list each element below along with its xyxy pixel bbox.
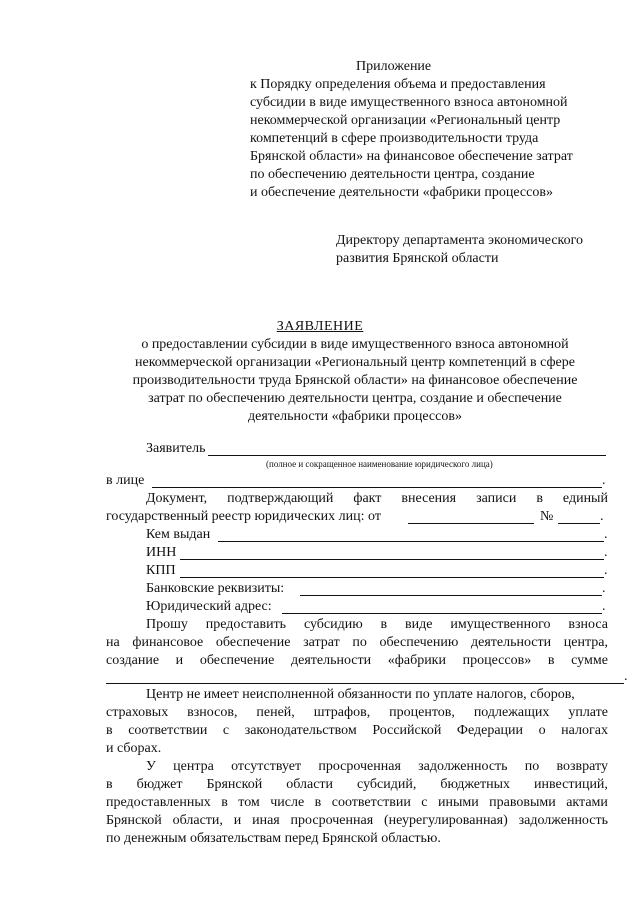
- word: бюджетных: [440, 777, 511, 792]
- word: Прошу: [146, 617, 188, 632]
- applicant-label: Заявитель: [146, 441, 206, 456]
- word: факт: [353, 491, 382, 506]
- address-label: Юридический адрес:: [146, 599, 272, 614]
- kpp-field[interactable]: [180, 577, 604, 578]
- issued-by-label: Кем выдан: [146, 527, 211, 542]
- word: виде: [405, 617, 433, 632]
- word: сумме: [571, 653, 608, 668]
- debt-line-2: [106, 776, 608, 794]
- word: внесения: [401, 491, 457, 506]
- word: взноса: [568, 617, 608, 632]
- subtitle-line: о предоставлении субсидии в виде имущественного взноса автономной: [141, 337, 569, 352]
- amount-field[interactable]: [106, 683, 624, 684]
- word: деятельности: [470, 635, 552, 650]
- word: законодательством: [244, 723, 357, 738]
- word: центра: [173, 759, 214, 774]
- request-line-3: [106, 652, 608, 670]
- bank-period: .: [602, 581, 606, 596]
- word: подлежащих: [473, 705, 550, 720]
- inn-field[interactable]: [180, 559, 604, 560]
- taxes-line-2: [106, 704, 608, 722]
- word: с: [421, 795, 428, 810]
- word: в: [536, 491, 543, 506]
- word: Брянской: [106, 813, 162, 828]
- request-line-1: [146, 616, 608, 634]
- taxes-line-3: [106, 722, 608, 740]
- word: взносов,: [187, 705, 238, 720]
- word: записи: [476, 491, 517, 506]
- word: отсутствует: [231, 759, 302, 774]
- number-sign: №: [540, 509, 554, 524]
- word: просроченная: [318, 759, 401, 774]
- taxes-line-1: Центр не имеет неисполненной обязанности по уплате налогов, сборов,: [146, 687, 575, 702]
- word: имущественного: [450, 617, 551, 632]
- word: субсидию: [303, 617, 363, 632]
- appendix-line: некоммерческой организации «Региональный центр: [250, 113, 561, 128]
- subtitle-line: производительности труда Брянской области» на финансовое обеспечение: [132, 373, 578, 388]
- word: У: [146, 759, 156, 774]
- applicant-field[interactable]: [208, 455, 606, 456]
- word: том: [238, 795, 260, 810]
- word: Документ,: [146, 491, 208, 506]
- word: «фабрики: [387, 653, 446, 668]
- word: иная: [252, 813, 280, 828]
- word: (неурегулированная): [383, 813, 508, 828]
- word: штрафов,: [313, 705, 371, 720]
- word: предоставить: [205, 617, 287, 632]
- word: о: [538, 723, 546, 738]
- word: в: [380, 617, 388, 632]
- word: области,: [172, 813, 223, 828]
- word: Федерации: [456, 723, 524, 738]
- word: единый: [562, 491, 608, 506]
- word: числе: [270, 795, 305, 810]
- word: бюджет: [136, 777, 183, 792]
- word: и: [233, 813, 242, 828]
- registry-date-field[interactable]: [408, 523, 534, 524]
- word: процессов»: [462, 653, 532, 668]
- word: соответствии: [331, 795, 411, 810]
- word: инвестиций,: [534, 777, 608, 792]
- doc-line-2-prefix: государственный реестр юридических лиц: от: [106, 509, 381, 524]
- word: по: [352, 635, 367, 650]
- appendix-line: по обеспечению деятельности центра, создание: [250, 167, 535, 182]
- word: центра,: [563, 635, 608, 650]
- appendix-line: к Порядку определения объема и предоставления: [250, 77, 546, 92]
- appendix-line: и обеспечение деятельности «фабрики процессов»: [250, 185, 553, 200]
- word: Российской: [372, 723, 442, 738]
- doc-line-1: [146, 490, 608, 508]
- registry-number-field[interactable]: [558, 523, 600, 524]
- person-field[interactable]: [152, 487, 602, 488]
- word: пеней,: [256, 705, 295, 720]
- document-heading: ЗАЯВЛЕНИЕ: [276, 319, 364, 334]
- request-line-2: [106, 634, 608, 652]
- word: подтверждающий: [227, 491, 334, 506]
- kpp-label: КПП: [146, 563, 176, 578]
- bank-field[interactable]: [300, 595, 602, 596]
- applicant-caption: (полное и сокращенное наименование юридического лица): [266, 459, 493, 469]
- inn-label: ИНН: [146, 545, 177, 560]
- word: на: [106, 635, 120, 650]
- word: создание: [106, 653, 160, 668]
- word: просроченная: [290, 813, 374, 828]
- word: налогах: [561, 723, 608, 738]
- word: деятельности: [290, 653, 372, 668]
- person-period: .: [602, 473, 606, 488]
- word: в: [106, 723, 113, 738]
- word: актами: [566, 795, 608, 810]
- word: иными: [437, 795, 479, 810]
- word: в: [106, 777, 113, 792]
- person-label: в лице: [106, 473, 145, 488]
- address-field[interactable]: [282, 613, 602, 614]
- recipient-line: Директору департамента экономического: [336, 233, 584, 248]
- word: в: [221, 795, 228, 810]
- appendix-line: компетенций в сфере производительности труда: [250, 131, 539, 146]
- word: обеспечение: [199, 653, 275, 668]
- inn-period: .: [604, 545, 608, 560]
- word: страховых: [106, 705, 169, 720]
- word: области: [286, 777, 334, 792]
- subtitle-line: затрат по обеспечению деятельности центра, создание и обеспечение: [148, 391, 562, 406]
- word: затрат: [303, 635, 340, 650]
- word: предоставленных: [106, 795, 211, 810]
- recipient-line: развития Брянской области: [336, 251, 499, 266]
- document-subtitle: [100, 336, 610, 426]
- address-period: .: [602, 599, 606, 614]
- word: с: [222, 723, 230, 738]
- amount-period: .: [624, 669, 628, 684]
- taxes-line-4: и сборах.: [106, 741, 162, 756]
- subtitle-line: некоммерческой организации «Региональный центр компетенций в сфере: [135, 355, 575, 370]
- issued-by-field[interactable]: [218, 541, 604, 542]
- word: правовыми: [489, 795, 556, 810]
- debt-line-4: [106, 812, 608, 830]
- appendix-title: Приложение: [356, 59, 432, 74]
- word: уплате: [568, 705, 608, 720]
- kpp-period: .: [604, 563, 608, 578]
- number-period: .: [600, 509, 604, 524]
- word: в: [547, 653, 555, 668]
- debt-line-5: по денежным обязательствам перед Брянской областью.: [106, 831, 441, 846]
- word: соответствии: [128, 723, 208, 738]
- recipient-block: [336, 232, 583, 268]
- word: задолженность: [518, 813, 608, 828]
- debt-line-1: [146, 758, 608, 776]
- word: обеспечению: [379, 635, 459, 650]
- word: задолженность: [418, 759, 508, 774]
- appendix-line: Брянской области» на финансовое обеспечение затрат: [250, 149, 573, 164]
- subtitle-line: деятельности «фабрики процессов»: [248, 409, 462, 424]
- word: по: [524, 759, 540, 774]
- word: возврату: [556, 759, 608, 774]
- word: процентов,: [389, 705, 455, 720]
- debt-line-3: [106, 794, 608, 812]
- word: и: [175, 653, 184, 668]
- appendix-line: субсидии в виде имущественного взноса автономной: [250, 95, 568, 110]
- word: финансовое: [132, 635, 204, 650]
- word: в: [314, 795, 322, 810]
- word: субсидий,: [357, 777, 417, 792]
- bank-label: Банковские реквизиты:: [146, 581, 285, 596]
- issued-by-period: .: [604, 527, 608, 542]
- word: Брянской: [206, 777, 263, 792]
- word: обеспечение: [215, 635, 291, 650]
- appendix-block: [250, 76, 620, 202]
